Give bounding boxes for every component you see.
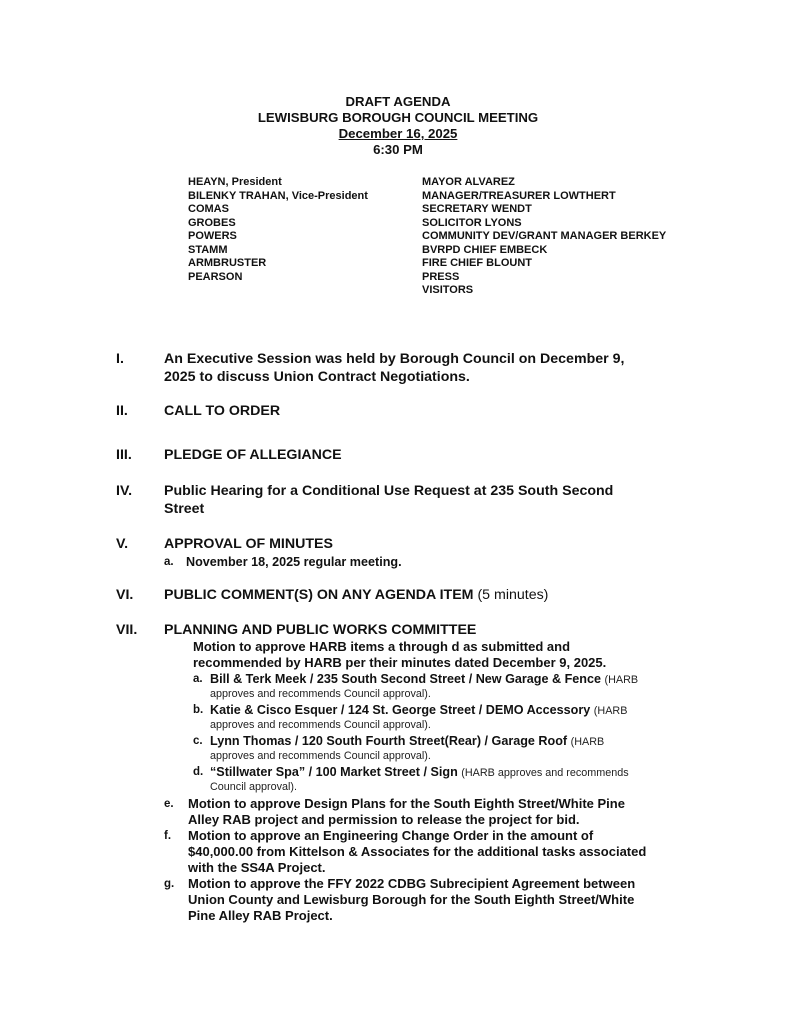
item-label: b. — [193, 704, 204, 716]
item-note: (HARB — [593, 705, 628, 717]
council-member: ARMBRUSTER — [188, 257, 267, 269]
staff-member: BVRPD CHIEF EMBECK — [422, 243, 548, 256]
council-member: PEARSON — [188, 270, 243, 283]
section-number: III. — [116, 447, 132, 463]
staff-member: MANAGER/TREASURER LOWTHERT — [422, 189, 616, 202]
section-title: PLANNING AND PUBLIC WORKS COMMITTEE — [164, 622, 477, 638]
section-title: PLEDGE OF ALLEGIANCE — [164, 447, 342, 463]
staff-roster — [422, 176, 666, 298]
item-label: g. — [164, 878, 175, 890]
staff-member: FIRE CHIEF BLOUNT — [422, 257, 532, 269]
item-title: Bill & Terk Meek / 235 South Second Street / New Garage & Fence — [210, 672, 601, 686]
item-label: d. — [193, 766, 204, 778]
section-title: PUBLIC COMMENT(S) ON ANY AGENDA ITEM — [164, 587, 474, 603]
item-title: “Stillwater Spa” / 100 Market Street / Sign — [210, 765, 458, 779]
item-title: Katie & Cisco Esquer / 124 St. George Street / DEMO Accessory — [210, 703, 591, 717]
section-number: V. — [116, 536, 129, 552]
meeting-date: December 16, 2025 — [338, 126, 458, 141]
section-text-line: 2025 to discuss Union Contract Negotiations. — [164, 369, 470, 385]
section-number: IV. — [116, 483, 133, 499]
item-note: (HARB — [570, 736, 605, 748]
item-label: a. — [193, 673, 203, 685]
doc-title: DRAFT AGENDA — [345, 94, 451, 109]
council-member: BILENKY TRAHAN, Vice-President — [188, 189, 368, 202]
item-note: (HARB approves and recommends — [461, 767, 629, 779]
meeting-time: 6:30 PM — [373, 142, 423, 157]
harb-motion — [193, 639, 606, 671]
item-note: Council approval). — [210, 781, 298, 793]
council-roster — [188, 176, 368, 284]
staff-member: PRESS — [422, 270, 460, 283]
section-number: VII. — [116, 622, 138, 638]
council-member: HEAYN, President — [188, 176, 282, 188]
doc-subtitle: LEWISBURG BOROUGH COUNCIL MEETING — [257, 110, 539, 125]
section-text-line: Street — [164, 501, 205, 517]
staff-member: SOLICITOR LYONS — [422, 216, 522, 229]
section-title: APPROVAL OF MINUTES — [164, 536, 333, 552]
item-title: Lynn Thomas / 120 South Fourth Street(Rear) / Garage Roof — [210, 734, 568, 748]
section-number: I. — [116, 351, 124, 367]
motion-line: $40,000.00 from Kittelson & Associates for the additional tasks associated — [188, 844, 647, 859]
motion-line: Alley RAB project and permission to release the project for bid. — [188, 812, 580, 827]
meeting-date-line — [0, 126, 796, 142]
council-member: COMAS — [188, 203, 229, 215]
motion-line: with the SS4A Project. — [188, 860, 326, 875]
section-number: II. — [116, 403, 128, 419]
section-number: VI. — [116, 587, 134, 603]
motion-line: Motion to approve the FFY 2022 CDBG Subrecipient Agreement between — [188, 876, 636, 891]
motion-line: Pine Alley RAB Project. — [188, 908, 333, 923]
council-member: GROBES — [188, 216, 236, 229]
council-member: STAMM — [188, 243, 228, 256]
item-note: approves and recommends Council approval). — [210, 750, 431, 762]
item-note: approves and recommends Council approval). — [210, 688, 431, 700]
motion-line: Motion to approve an Engineering Change Order in the amount of — [188, 828, 594, 843]
staff-member: COMMUNITY DEV/GRANT MANAGER BERKEY — [422, 230, 667, 242]
staff-member: VISITORS — [422, 284, 474, 296]
motion-line: recommended by HARB per their minutes dated December 9, 2025. — [193, 655, 607, 670]
item-text: November 18, 2025 regular meeting. — [186, 555, 402, 569]
council-member: POWERS — [188, 230, 237, 242]
motion-line: Union County and Lewisburg Borough for the South Eighth Street/White — [188, 892, 635, 907]
motion-line: Motion to approve Design Plans for the South Eighth Street/White Pine — [188, 796, 625, 811]
item-label: f. — [164, 830, 172, 842]
item-note: approves and recommends Council approval). — [210, 719, 431, 731]
staff-member: SECRETARY WENDT — [422, 203, 532, 215]
section-text-line: An Executive Session was held by Borough Council on December 9, — [164, 351, 625, 367]
item-note: (HARB — [604, 674, 639, 686]
time-limit-note: (5 minutes) — [477, 587, 549, 603]
item-label: e. — [164, 798, 174, 810]
staff-member: MAYOR ALVAREZ — [422, 176, 515, 188]
section-title: CALL TO ORDER — [164, 403, 281, 419]
section-text-line: Public Hearing for a Conditional Use Request at 235 South Second — [164, 483, 614, 499]
motion-line: Motion to approve HARB items a through d as submitted and — [193, 639, 571, 654]
item-label: c. — [193, 735, 203, 747]
item-label: a. — [164, 556, 174, 568]
